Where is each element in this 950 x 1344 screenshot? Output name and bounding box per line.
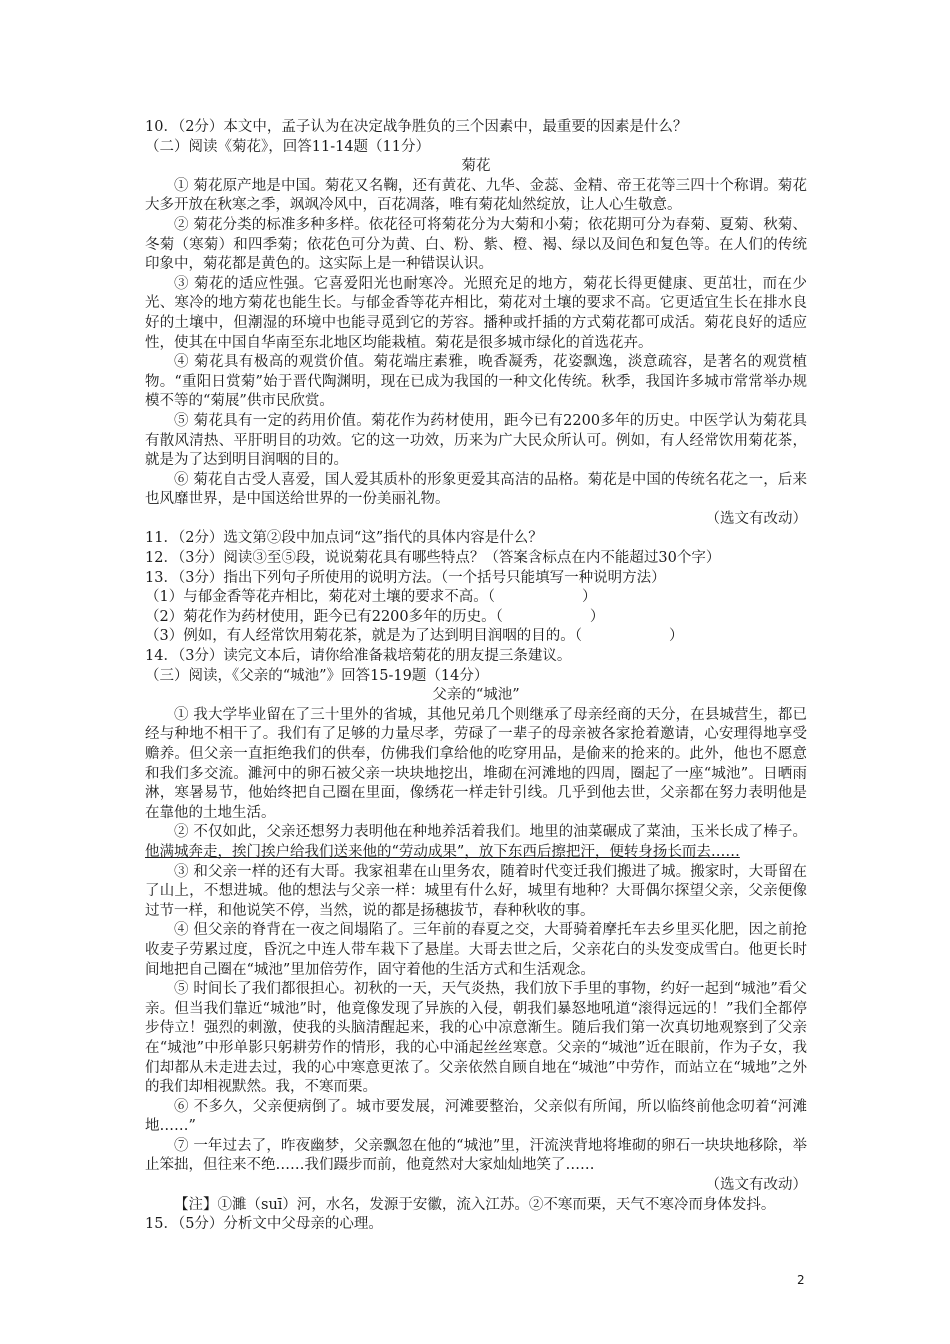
underlined-sentence: 他满城奔走，挨门挨户给我们送来他的“劳动成果”，放下东西后擦把汗，便转身扬长而去…… [145,843,740,860]
fuqin-paragraph-5: ⑤ 时间长了我们都很担心。初秋的一天，天气炎热，我们放下手里的事物，约好一起到“城池”看父亲。但当我们靠近“城池”时，他竟像发现了异族的入侵，朝我们暴怒地吼道“滚得远远的！”我们全都停步侍立！强烈的刺激，使我的头脑清醒起来，我的心中凉意渐生。随后我们第一次真切地观察到了父亲在“城池”中形单影只躬耕劳作的情形，我的心中涌起丝丝寒意。父亲的“城池”近在眼前，作为子女，我们却都从未走进去过，我的心中寒意更浓了。父亲依然自顾自地在“城池”中劳作，而站立在“城地”之外的我们却相视默然。我，不寒而栗。 [145,981,807,1096]
section-2-heading: （二）阅读《菊花》，回答11-14题（11分） [145,138,430,155]
fuqin-title: 父亲的“城池” [432,687,520,704]
juhua-source-note: （选文有改动） [705,510,807,527]
question-13: 13．（3分）指出下列句子所使用的说明方法。（一个括号只能填写一种说明方法） [145,569,666,586]
annotation-note: 【注】①濉（suī）河，水名，发源于安徽，流入江苏。②不寒而栗，天气不寒冷而身体发抖。 [174,1196,776,1213]
page-number: 2 [797,1273,805,1287]
question-10: 10．（2分）本文中，孟子认为在决定战争胜负的三个因素中，最重要的因素是什么？ [145,119,688,135]
juhua-paragraph-1: ① 菊花原产地是中国。菊花又名鞠，还有黄花、九华、金蕊、金精、帝王花等三四十个称谓。菊花大多开放在秋寒之季，飒飒冷风中，百花凋落，唯有菊花灿然绽放，让人心生敬意。 [145,177,807,214]
question-15: 15．（5分）分析文中父母亲的心理。 [145,1216,383,1233]
juhua-paragraph-3: ③ 菊花的适应性强。它喜爱阳光也耐寒冷。光照充足的地方，菊花长得更健康、更茁壮，而在少光、寒冷的地方菊花也能生长。与郁金香等花卉相比，菊花对土壤的要求不高。它更适宜生长在排水良好的土壤中，但潮湿的环境中也能寻觅到它的芳容。播种或扦插的方式菊花都可成活。菊花良好的适应性，使其在中国自华南至东北地区均能栽植。菊花是很多城市绿化的首选花卉。 [145,275,807,351]
question-13-item-1: （1）与郁金香等花卉相比，菊花对土壤的要求不高。（ ） [145,589,597,606]
question-13-item-2: （2）菊花作为药材使用，距今已有2200多年的历史。（ ） [145,608,605,625]
question-11: 11．（2分）选文第②段中加点词“这”指代的具体内容是什么？ [145,530,543,547]
juhua-paragraph-6: ⑥ 菊花自古受人喜爱，国人爱其质朴的形象更爱其高洁的品格。菊花是中国的传统名花之一，后来也风靡世界，是中国送给世界的一份美丽礼物。 [145,471,807,508]
fuqin-paragraph-6: ⑥ 不多久，父亲便病倒了。城市要发展，河滩要整治，父亲似有所闻，所以临终前他念叨着“河滩地……” [145,1098,807,1135]
fuqin-paragraph-7: ⑦ 一年过去了，昨夜幽梦，父亲飘忽在他的“城池”里，汗流浃背地将堆砌的卵石一块块地移除，举止笨拙，但往来不绝……我们蹑步而前，他竟然对大家灿灿地笑了…… [145,1137,807,1174]
fuqin-source-note: （选文有改动） [705,1177,807,1194]
document-page [145,118,807,1235]
fuqin-paragraph-2 [145,823,807,862]
juhua-paragraph-2: ② 菊花分类的标准多种多样。依花径可将菊花分为大菊和小菊；依花期可分为春菊、夏菊、秋菊、冬菊（寒菊）和四季菊；依花色可分为黄、白、粉、紫、橙、褐、绿以及间色和复色等。在人们的传统印象中，菊花都是黄色的。这实际上是一种错误认识。 [145,216,807,273]
fuqin-paragraph-1: ① 我大学毕业留在了三十里外的省城，其他兄弟几个则继承了母亲经商的天分，在县城营生，都已经与种地不相干了。我们有了足够的力量尽孝，劳碌了一辈子的母亲被各家抢着邀请，心安理得地享受赡养。但父亲一直拒绝我们的供奉，仿佛我们拿给他的吃穿用品，是偷来的抢来的。此外，他也不愿意和我们多交流。濉河中的卵石被父亲一块块地挖出，堆砌在河滩地的四周，圈起了一座“城池”。日晒雨淋，寒暑易节，他始终把自己圈在里面，像绣花一样走针引线。几乎到他去世，父亲都在努力表明他是在靠他的土地生活。 [145,706,807,821]
fuqin-paragraph-3: ③ 和父亲一样的还有大哥。我家祖辈在山里务农，随着时代变迁我们搬进了城。搬家时，大哥留在了山上，不想进城。他的想法与父亲一样：城里有什么好，城里有地种？大哥偶尔探望父亲，父亲便像过节一样，和他说笑不停，当然，说的都是扬穗拔节，春种秋收的事。 [145,863,807,919]
juhua-title: 菊花 [461,158,491,175]
juhua-paragraph-4: ④ 菊花具有极高的观赏价值。菊花端庄素雅，晚香凝秀，花姿飘逸，淡意疏容，是著名的观赏植物。“重阳日赏菊”始于晋代陶渊明，现在已成为我国的一种文化传统。秋季，我国许多城市常常举办规模不等的“菊展”供市民欣赏。 [145,354,807,410]
question-12: 12．（3分）阅读③至⑤段，说说菊花具有哪些特点？（答案含标点在内不能超过30个字） [145,550,721,567]
question-14: 14．（3分）读完文本后，请你给准备栽培菊花的朋友提三条建议。 [145,648,572,665]
question-13-item-3: （3）例如，有人经常饮用菊花茶，就是为了达到明目润咽的目的。（ ） [145,628,684,645]
fuqin-paragraph-2-text: ② 不仅如此，父亲还想努力表明他在种地养活着我们。地里的油菜碾成了菜油，玉米长成了棒子。 [174,824,807,841]
juhua-paragraph-5: ⑤ 菊花具有一定的药用价值。菊花作为药材使用，距今已有2200多年的历史。中医学认为菊花具有散风清热、平肝明目的功效。它的这一功效，历来为广大民众所认可。例如，有人经常饮用菊花茶，就是为了达到明目润咽的目的。 [145,412,807,469]
fuqin-paragraph-4: ④ 但父亲的脊背在一夜之间塌陷了。三年前的春夏之交，大哥骑着摩托车去乡里买化肥，因之前抢收麦子劳累过度，昏沉之中连人带车栽下了悬崖。大哥去世之后，父亲花白的头发变成雪白。他更长时间地把自己圈在“城池”里加倍劳作，固守着他的生活方式和生活观念。 [145,922,807,978]
section-3-heading: （三）阅读，《父亲的“城池”》回答15-19题（14分） [145,667,489,684]
